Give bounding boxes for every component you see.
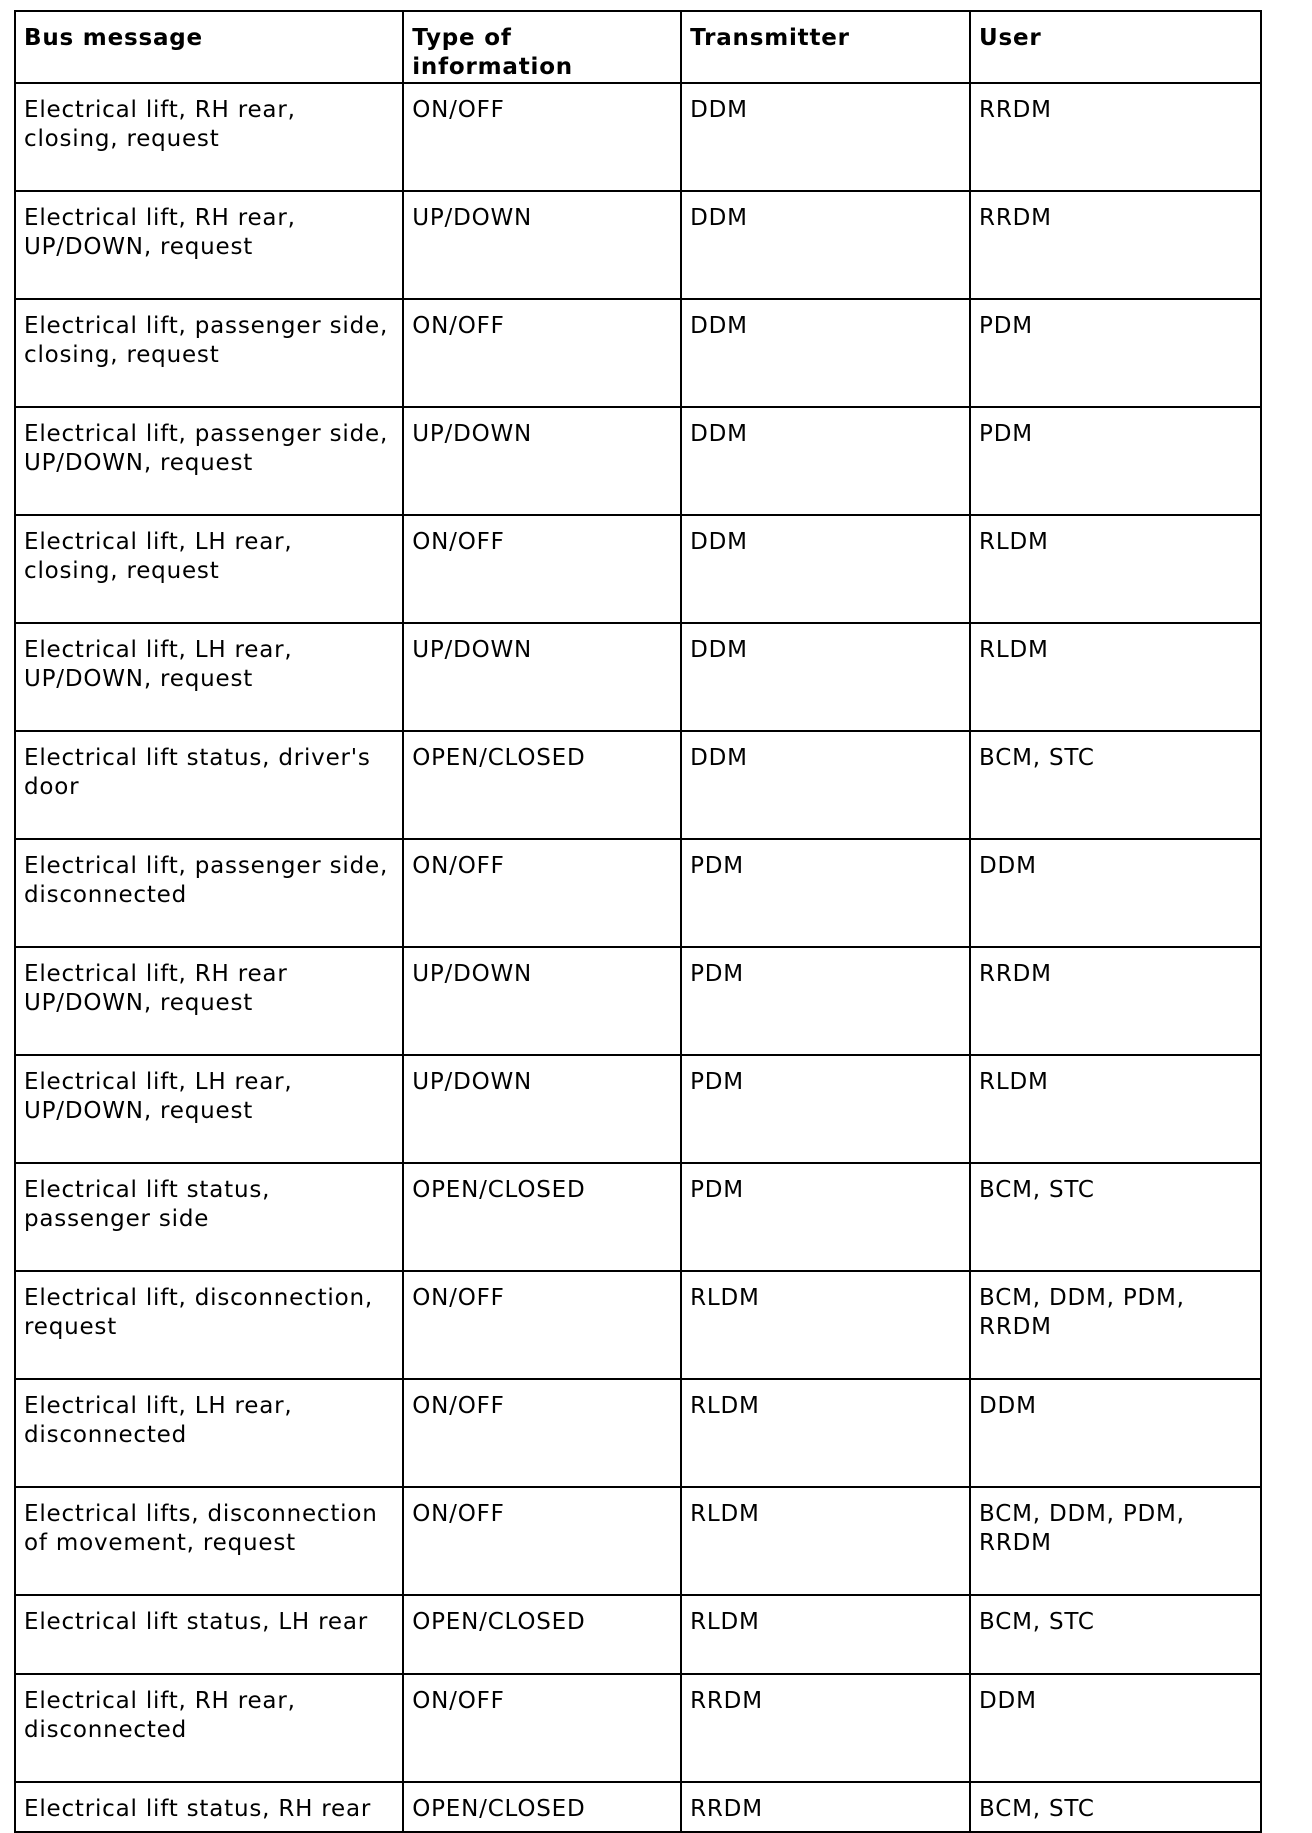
- header-user: User: [970, 11, 1261, 83]
- cell-bus-message: Electrical lift, RH rear, UP/DOWN, request: [15, 191, 403, 299]
- cell-user: BCM, STC: [970, 1595, 1261, 1674]
- cell-type-of-information: ON/OFF: [403, 839, 681, 947]
- cell-bus-message: Electrical lift, passenger side, disconnected: [15, 839, 403, 947]
- cell-user: BCM, DDM, PDM, RRDM: [970, 1487, 1261, 1595]
- table-row: [15, 1782, 1261, 1832]
- table-row: [15, 83, 1261, 191]
- cell-type-of-information: ON/OFF: [403, 1379, 681, 1487]
- table-row: [15, 947, 1261, 1055]
- cell-transmitter: PDM: [681, 1163, 970, 1271]
- cell-transmitter: DDM: [681, 83, 970, 191]
- cell-transmitter: PDM: [681, 839, 970, 947]
- cell-bus-message: Electrical lift, RH rear, closing, request: [15, 83, 403, 191]
- table-row: [15, 515, 1261, 623]
- table-row: [15, 1595, 1261, 1674]
- cell-transmitter: DDM: [681, 407, 970, 515]
- cell-transmitter: RLDM: [681, 1271, 970, 1379]
- cell-bus-message: Electrical lift status, RH rear: [15, 1782, 403, 1832]
- cell-transmitter: RRDM: [681, 1674, 970, 1782]
- cell-bus-message: Electrical lift, LH rear, disconnected: [15, 1379, 403, 1487]
- cell-type-of-information: ON/OFF: [403, 83, 681, 191]
- cell-type-of-information: UP/DOWN: [403, 1055, 681, 1163]
- cell-type-of-information: ON/OFF: [403, 299, 681, 407]
- cell-bus-message: Electrical lift, LH rear, closing, request: [15, 515, 403, 623]
- table-row: [15, 731, 1261, 839]
- cell-user: RRDM: [970, 191, 1261, 299]
- cell-bus-message: Electrical lift status, passenger side: [15, 1163, 403, 1271]
- cell-transmitter: RLDM: [681, 1595, 970, 1674]
- cell-transmitter: DDM: [681, 515, 970, 623]
- cell-type-of-information: UP/DOWN: [403, 623, 681, 731]
- cell-transmitter: DDM: [681, 299, 970, 407]
- cell-type-of-information: OPEN/CLOSED: [403, 1163, 681, 1271]
- cell-user: PDM: [970, 299, 1261, 407]
- cell-transmitter: DDM: [681, 731, 970, 839]
- cell-user: BCM, DDM, PDM, RRDM: [970, 1271, 1261, 1379]
- cell-type-of-information: UP/DOWN: [403, 407, 681, 515]
- cell-type-of-information: UP/DOWN: [403, 947, 681, 1055]
- header-transmitter: Transmitter: [681, 11, 970, 83]
- table-row: [15, 1163, 1261, 1271]
- cell-type-of-information: OPEN/CLOSED: [403, 1782, 681, 1832]
- table-row: [15, 623, 1261, 731]
- cell-type-of-information: UP/DOWN: [403, 191, 681, 299]
- cell-bus-message: Electrical lift status, driver's door: [15, 731, 403, 839]
- cell-transmitter: RLDM: [681, 1487, 970, 1595]
- table-row: [15, 407, 1261, 515]
- cell-bus-message: Electrical lift, passenger side, closing, request: [15, 299, 403, 407]
- cell-bus-message: Electrical lifts, disconnection of movement, request: [15, 1487, 403, 1595]
- cell-user: DDM: [970, 839, 1261, 947]
- table-row: [15, 299, 1261, 407]
- cell-type-of-information: OPEN/CLOSED: [403, 1595, 681, 1674]
- cell-bus-message: Electrical lift, LH rear, UP/DOWN, request: [15, 1055, 403, 1163]
- cell-user: PDM: [970, 407, 1261, 515]
- cell-transmitter: RRDM: [681, 1782, 970, 1832]
- cell-transmitter: RLDM: [681, 1379, 970, 1487]
- cell-user: RLDM: [970, 515, 1261, 623]
- cell-user: BCM, STC: [970, 1163, 1261, 1271]
- cell-type-of-information: ON/OFF: [403, 1487, 681, 1595]
- cell-type-of-information: ON/OFF: [403, 515, 681, 623]
- table-row: [15, 1674, 1261, 1782]
- cell-bus-message: Electrical lift status, LH rear: [15, 1595, 403, 1674]
- cell-transmitter: PDM: [681, 1055, 970, 1163]
- cell-user: RRDM: [970, 83, 1261, 191]
- bus-message-table: [14, 10, 1262, 1833]
- cell-type-of-information: ON/OFF: [403, 1674, 681, 1782]
- cell-user: DDM: [970, 1379, 1261, 1487]
- header-type-of-information: Type of information: [403, 11, 681, 83]
- cell-bus-message: Electrical lift, passenger side, UP/DOWN, request: [15, 407, 403, 515]
- cell-user: DDM: [970, 1674, 1261, 1782]
- header-bus-message: Bus message: [15, 11, 403, 83]
- cell-type-of-information: ON/OFF: [403, 1271, 681, 1379]
- header-row: [15, 11, 1261, 83]
- cell-bus-message: Electrical lift, RH rear UP/DOWN, request: [15, 947, 403, 1055]
- table-row: [15, 1271, 1261, 1379]
- cell-user: BCM, STC: [970, 1782, 1261, 1832]
- cell-bus-message: Electrical lift, disconnection, request: [15, 1271, 403, 1379]
- cell-type-of-information: OPEN/CLOSED: [403, 731, 681, 839]
- table-row: [15, 1055, 1261, 1163]
- table-row: [15, 1379, 1261, 1487]
- cell-bus-message: Electrical lift, RH rear, disconnected: [15, 1674, 403, 1782]
- cell-transmitter: DDM: [681, 623, 970, 731]
- cell-transmitter: DDM: [681, 191, 970, 299]
- table-row: [15, 839, 1261, 947]
- cell-transmitter: PDM: [681, 947, 970, 1055]
- cell-bus-message: Electrical lift, LH rear, UP/DOWN, request: [15, 623, 403, 731]
- cell-user: RRDM: [970, 947, 1261, 1055]
- table-row: [15, 1487, 1261, 1595]
- cell-user: RLDM: [970, 1055, 1261, 1163]
- cell-user: RLDM: [970, 623, 1261, 731]
- cell-user: BCM, STC: [970, 731, 1261, 839]
- table-row: [15, 191, 1261, 299]
